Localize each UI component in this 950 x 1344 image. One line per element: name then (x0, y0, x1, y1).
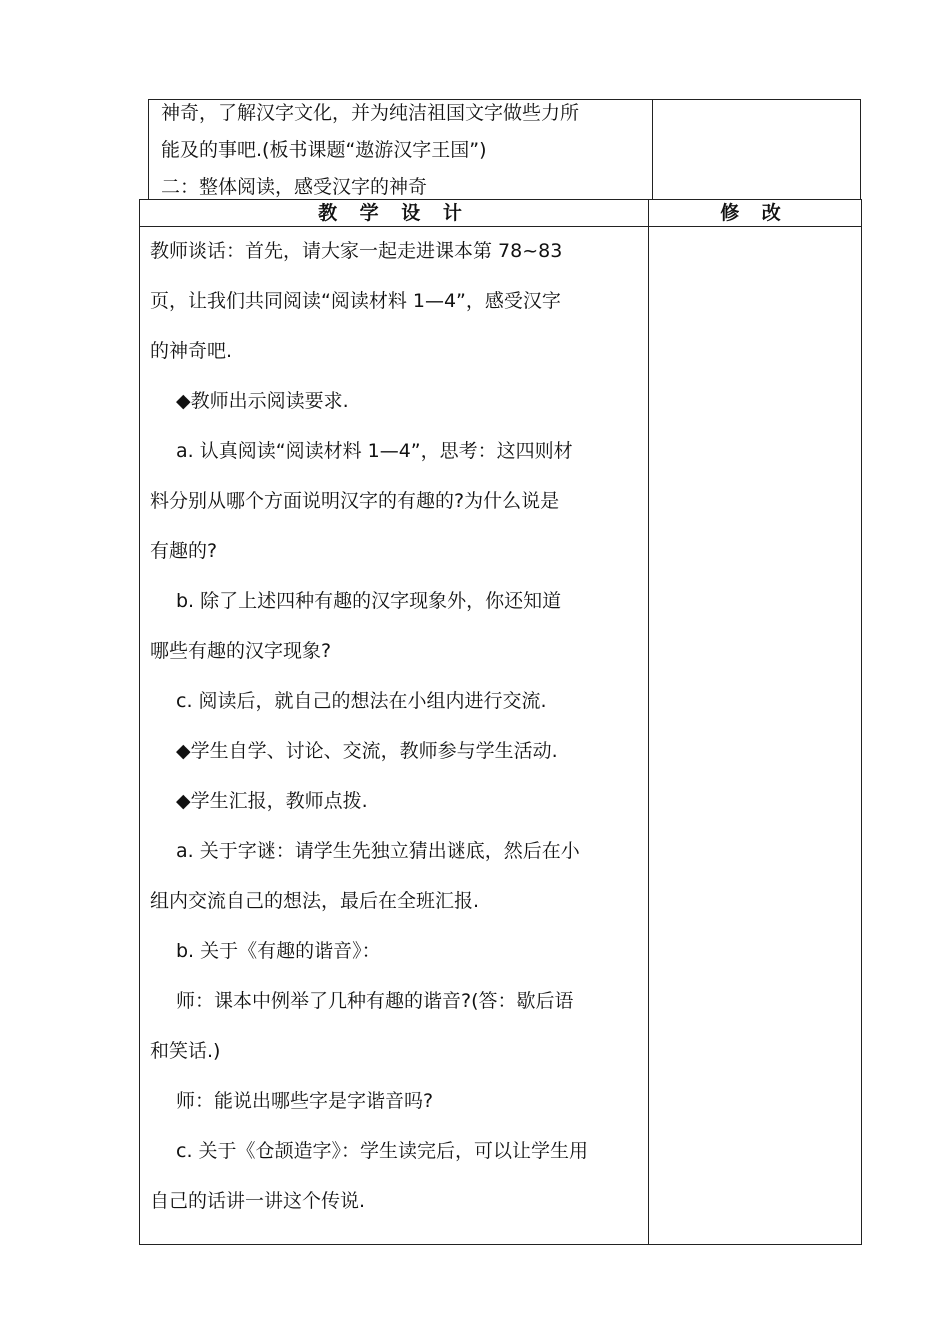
text-line: a. 认真阅读“阅读材料 1—4”，思考：这四则材 (176, 440, 573, 462)
text-line: 的神奇吧. (150, 340, 233, 362)
text-line: 二：整体阅读，感受汉字的神奇 (161, 176, 428, 198)
lesson-design-table (139, 199, 862, 1245)
text-line: b. 关于《有趣的谐音》： (176, 940, 381, 962)
text-line: 教师谈话：首先，请大家一起走进课本第 78~83 (150, 240, 563, 262)
text-line: 能及的事吧.(板书课题“遨游汉字王国”) (161, 139, 487, 161)
text-line: 自己的话讲一讲这个传说. (150, 1190, 366, 1212)
text-line: c. 关于《仓颉造字》：学生读完后，可以让学生用 (176, 1140, 589, 1162)
text-line: 页，让我们共同阅读“阅读材料 1—4”，感受汉字 (150, 290, 561, 312)
text-line: 料分别从哪个方面说明汉字的有趣的?为什么说是 (150, 490, 560, 512)
header-revision: 修 改 (720, 202, 789, 224)
header-divider (140, 226, 861, 227)
text-line: 有趣的? (150, 540, 218, 562)
column-divider (652, 100, 653, 199)
top-table-fragment (148, 99, 861, 199)
text-line: ◆学生汇报，教师点拨. (176, 790, 368, 812)
text-line: ◆教师出示阅读要求. (176, 390, 349, 412)
text-line: 组内交流自己的想法，最后在全班汇报. (150, 890, 480, 912)
column-divider (648, 200, 649, 1244)
text-line: c. 阅读后，就自己的想法在小组内进行交流. (176, 690, 547, 712)
text-line: 师：能说出哪些字是字谐音吗? (176, 1090, 434, 1112)
text-line: a. 关于字谜：请学生先独立猜出谜底，然后在小 (176, 840, 580, 862)
text-line: 和笑话.) (150, 1040, 221, 1062)
text-line: b. 除了上述四种有趣的汉字现象外，你还知道 (176, 590, 562, 612)
text-line: 师：课本中例举了几种有趣的谐音?(答：歇后语 (176, 990, 574, 1012)
header-teaching-design: 教 学 设 计 (318, 202, 470, 224)
text-line: 哪些有趣的汉字现象? (150, 640, 332, 662)
text-line: ◆学生自学、讨论、交流，教师参与学生活动. (176, 740, 558, 762)
text-line: 神奇，了解汉字文化，并为纯洁祖国文字做些力所 (161, 102, 580, 124)
